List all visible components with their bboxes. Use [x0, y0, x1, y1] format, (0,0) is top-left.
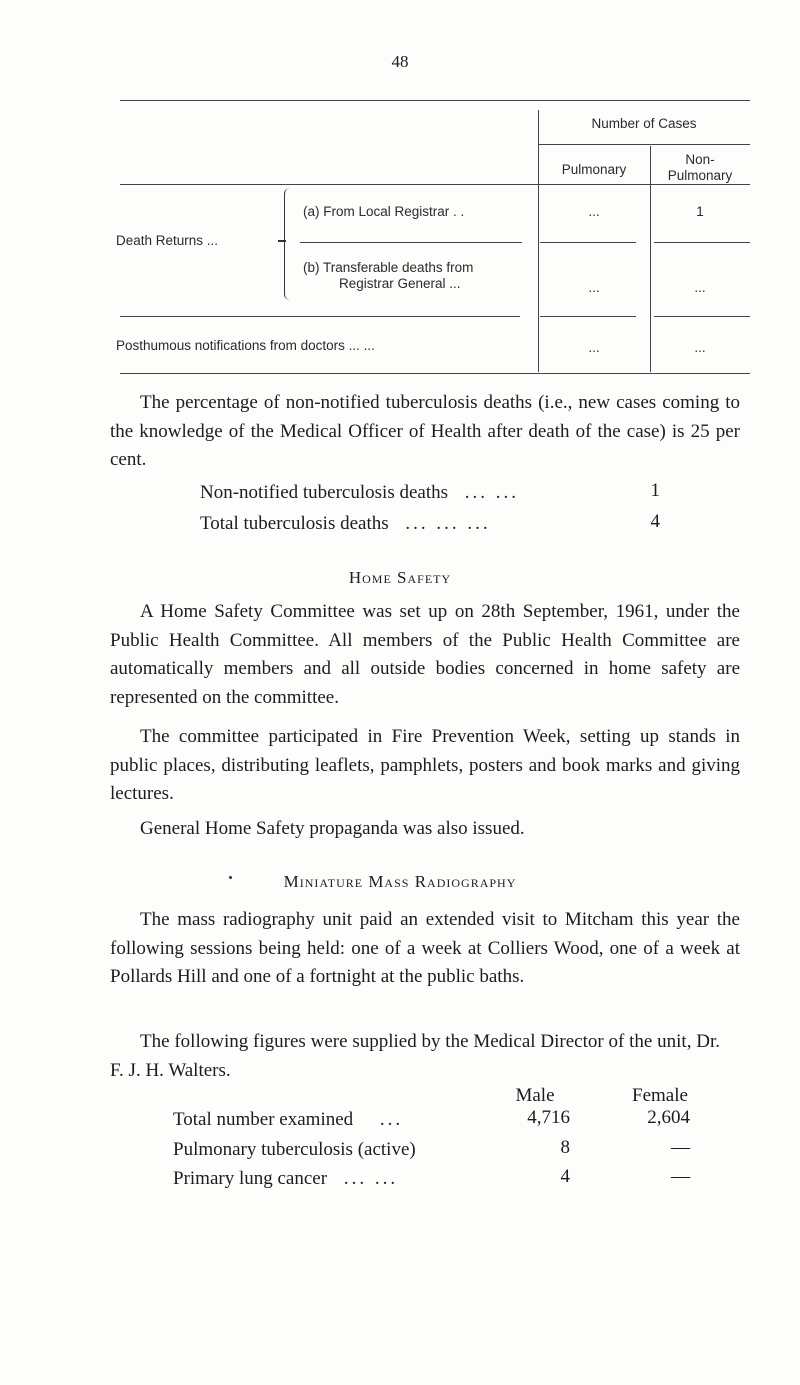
tb-item-dots: ... ... ...: [405, 513, 491, 534]
row-b-non-pulmonary: ...: [694, 280, 706, 295]
col-header-pulmonary: Pulmonary: [561, 162, 627, 177]
case-sources-table: [116, 100, 750, 375]
page-number: 48: [391, 52, 409, 71]
col-header-female: Female: [632, 1085, 688, 1106]
col-header-non-pulmonary-2: Pulmonary: [667, 168, 733, 183]
row-group-brace: [284, 188, 297, 300]
row-group-brace-tip: [278, 240, 286, 242]
table-top-rule: [120, 100, 750, 101]
table-bottom-rule: [120, 373, 750, 374]
radiography-paragraph-2: The following figures were supplied by the Medical Director of the unit, Dr. F. J. H. Walters.: [110, 1031, 720, 1081]
row-a-pulmonary: ...: [588, 204, 600, 219]
tb-item-non-notified: [200, 480, 519, 506]
tb-item-value: 4: [650, 511, 660, 532]
tb-item-total: [200, 511, 491, 537]
row-a-rule-mid: [540, 242, 636, 243]
col-header-male: Male: [515, 1085, 555, 1106]
radiography-row-male: 8: [560, 1137, 570, 1158]
radiography-row-dots: ... ...: [343, 1168, 399, 1189]
radiography-row-female: 2,604: [647, 1107, 690, 1128]
row-b-label-2: Registrar General ...: [339, 276, 461, 291]
row-c-label: Posthumous notifications from doctors ... ...: [116, 338, 375, 353]
home-safety-paragraph-2: The committee participated in Fire Prevention Week, setting up stands in public places, distributing leaflets, pamphlets, posters and book marks and giving lectures.: [110, 726, 740, 804]
radiography-row-label: Total number examined: [173, 1109, 354, 1130]
row-b-rule-mid: [540, 316, 636, 317]
home-safety-heading: Home Safety: [348, 568, 452, 587]
col-header-non-pulmonary-1: Non-: [685, 152, 715, 167]
radiography-paragraph-1: The mass radiography unit paid an extended visit to Mitcham this year the following sessions being held: one of a week at Colliers Wood, one of a week at Pollards Hill and one of a fortnight at the public baths.: [110, 909, 740, 987]
home-safety-paragraph-1: A Home Safety Committee was set up on 28th September, 1961, under the Public Health Committee. All members of the Public Health Committee are automatically members and all outside bodies concerned in home safety are represented on the committee.: [110, 601, 740, 708]
row-b-pulmonary: ...: [588, 280, 600, 295]
table-col-divider-1: [538, 110, 539, 372]
death-returns-label: Death Returns ...: [116, 233, 219, 248]
row-a-non-pulmonary: 1: [696, 204, 704, 219]
radiography-row-total: [173, 1107, 403, 1133]
table-group-rule: [538, 144, 750, 145]
radiography-row-dots: ...: [379, 1109, 404, 1130]
radiography-row-label: Pulmonary tuberculosis (active): [173, 1139, 416, 1160]
radiography-row-label: Primary lung cancer: [173, 1168, 328, 1189]
table-header-rule: [120, 184, 750, 185]
row-c-pulmonary: ...: [588, 340, 600, 355]
row-c-non-pulmonary: ...: [694, 340, 706, 355]
mass-radiography-heading: Miniature Mass Radiography: [283, 872, 517, 891]
radiography-row-male: 4,716: [527, 1107, 570, 1128]
row-a-rule-left: [300, 242, 522, 243]
row-b-label-1: (b) Transferable deaths from: [303, 260, 474, 275]
row-b-rule-left: [120, 316, 520, 317]
radiography-row-female: —: [671, 1166, 690, 1187]
tb-percentage-paragraph: The percentage of non-notified tuberculosis deaths (i.e., new cases coming to the knowledge of the Medical Officer of Health after death of the case) is 25 per cent.: [110, 392, 740, 470]
tb-item-label: Non-notified tuberculosis deaths: [200, 482, 449, 503]
radiography-row-female: —: [671, 1137, 690, 1158]
group-header: Number of Cases: [591, 116, 697, 131]
radiography-row-lung-cancer: [173, 1166, 398, 1192]
tb-item-label: Total tuberculosis deaths: [200, 513, 389, 534]
tb-item-dots: ... ...: [464, 482, 520, 503]
radiography-row-male: 4: [560, 1166, 570, 1187]
home-safety-paragraph-3: General Home Safety propaganda was also issued.: [140, 818, 525, 839]
tb-item-value: 1: [650, 480, 660, 501]
row-b-rule-right: [654, 316, 750, 317]
row-a-rule-right: [654, 242, 750, 243]
row-a-label: (a) From Local Registrar . .: [303, 204, 465, 219]
radiography-row-pulmonary: [173, 1137, 416, 1163]
